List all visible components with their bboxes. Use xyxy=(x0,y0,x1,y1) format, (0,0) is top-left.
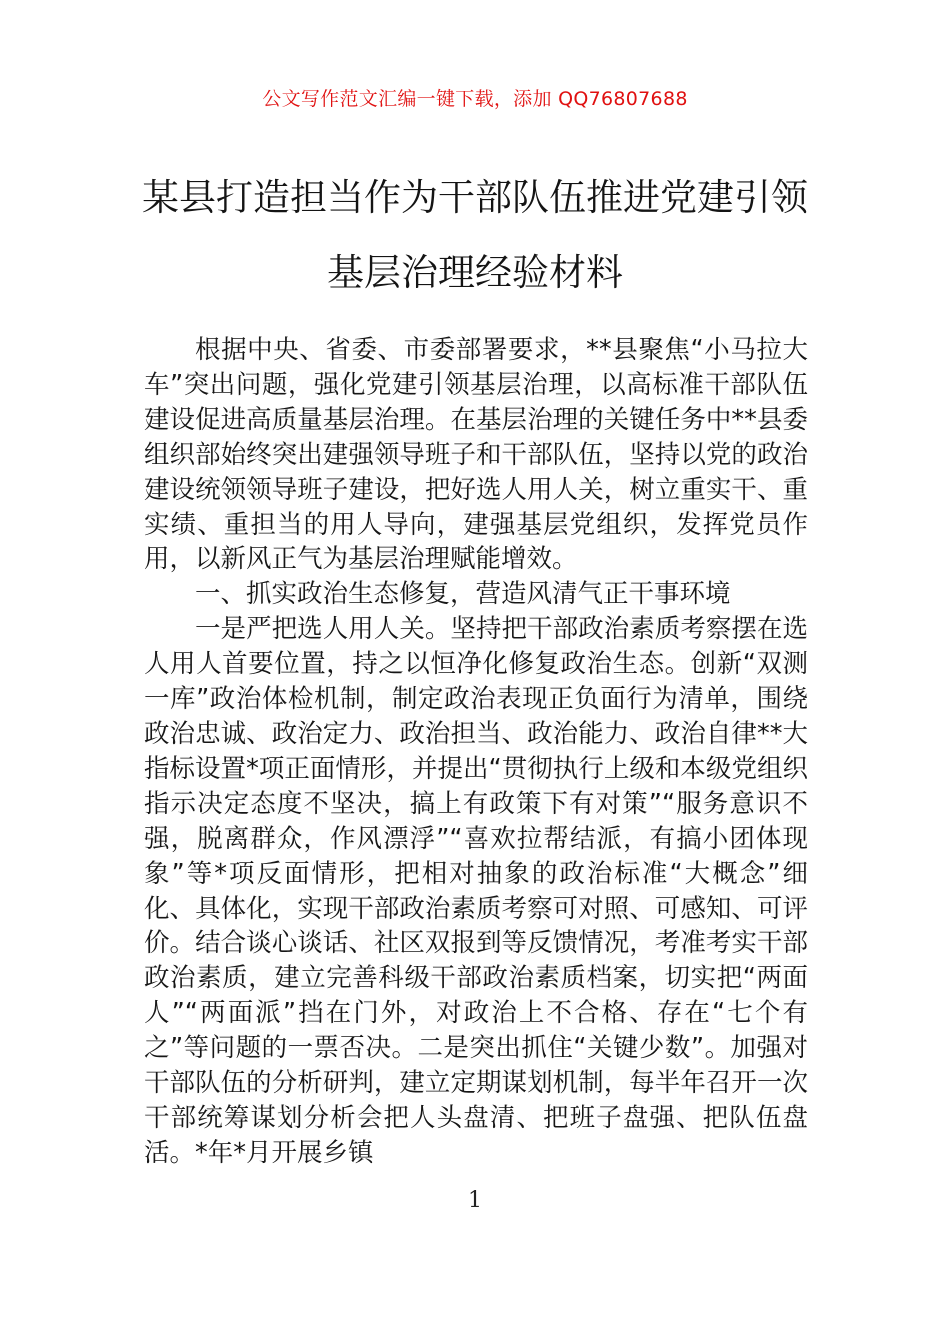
page-number: 1 xyxy=(468,1188,482,1213)
title-line-2: 基层治理经验材料 xyxy=(327,251,623,294)
section-heading: 一、抓实政治生态修复，营造风清气正干事环境 xyxy=(195,579,731,610)
intro-paragraph: 根据中央、省委、市委部署要求，**县聚焦“小马拉大车”突出问题，强化党建引领基层治理，以高标准干部队伍建设促进高质量基层治理。在基层治理的关键任务中**县委组织部始终突出建强领导班子和干部队伍，坚持以党的政治建设统领领导班子建设，把好选人用人关，树立重实干、重实绩、重担当的用人导向，建强基层党组织，发挥党员作用，以新风正气为基层治理赋能增效。 xyxy=(144,335,808,575)
document-title xyxy=(120,160,830,310)
document-body xyxy=(144,333,808,1171)
body-paragraph: 一是严把选人用人关。坚持把干部政治素质考察摆在选人用人首要位置，持之以恒净化修复政治生态。创新“双测一库”政治体检机制，制定政治表现正负面行为清单，围绕政治忠诚、政治定力、政治担当、政治能力、政治自律**大指标设置*项正面情形，并提出“贯彻执行上级和本级党组织指示决定态度不坚决，搞上有政策下有对策”“服务意识不强，脱离群众，作风漂浮”“喜欢拉帮结派，有搞小团体现象”等*项反面情形，把相对抽象的政治标准“大概念”细化、具体化，实现干部政治素质考察可对照、可感知、可评价。结合谈心谈话、社区双报到等反馈情况，考准考实干部政治素质，建立完善科级干部政治素质档案，切实把“两面人”“两面派”挡在门外，对政治上不合格、存在“七个有之”等问题的一票否决。二是突出抓住“关键少数”。加强对干部队伍的分析研判，建立定期谋划机制，每半年召开一次干部统筹谋划分析会把人头盘清、把班子盘强、把队伍盘活。*年*月开展乡镇 xyxy=(144,614,808,1168)
download-notice: 公文写作范文汇编一键下载，添加 QQ76807688 xyxy=(262,88,688,110)
title-line-1: 某县打造担当作为干部队伍推进党建引领 xyxy=(142,176,808,219)
